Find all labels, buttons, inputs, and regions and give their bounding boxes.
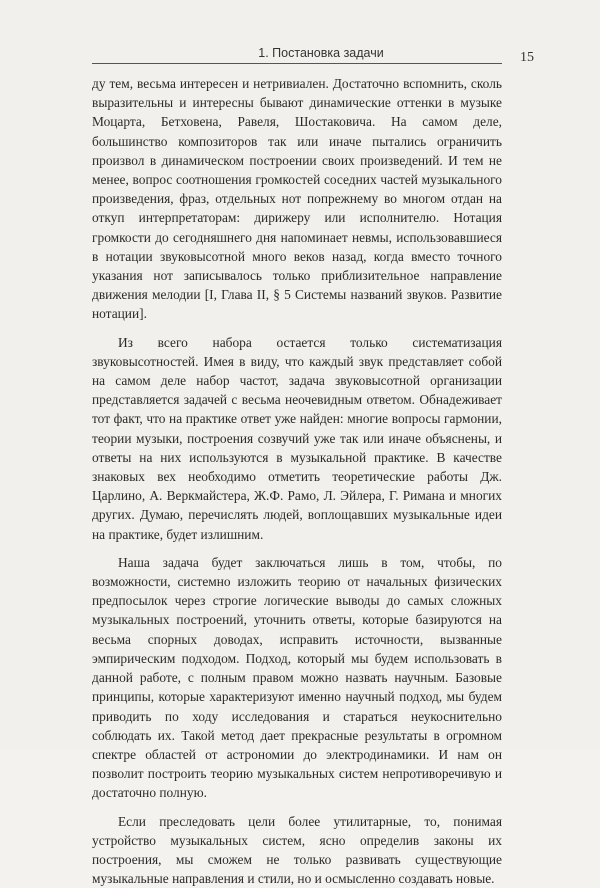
paragraph-continuation: ду тем, весьма интересен и нетривиален. Достаточно вспомнить, сколь выразительны и интересны бывают динамические оттенки в музыке Моцарта, Бетховена, Равеля, Шостаковича. На самом деле, большинство композиторов так или иначе пытались ограничить произвол в динамическом построении своих произведений. И тем не менее, вопрос соотношения громкостей соседних частей музыкального произведения, фраз, отдельных нот попрежнему во многом отдан на откуп интерпретаторам: дирижеру или исполнителю. Нотация громкости до сегодняшнего дня напоминает невмы, использовавшиеся в нотации звуковысотной много веков назад, когда вместо точного указания нот записывалось только приблизительное направление движения мелодии [I, Глава II, § 5 Системы названий звуков. Развитие нотации]. xyxy=(92,76,502,322)
paragraph: Если преследовать цели более утилитарные, то, понимая устройство музыкальных систем, ясно определив законы их построения, мы сможем не только развивать существующие музыкальные направления и стили, но и осмысленно создавать новые. xyxy=(92,813,502,887)
page-number: 15 xyxy=(520,50,534,65)
running-header xyxy=(92,46,502,64)
paragraph: Наша задача будет заключаться лишь в том, чтобы, по возможности, системно изложить теорию от начальных физических предпосылок через строгие логические выводы до самых сложных музыкальных построений, уточнить ответы, которые базируются на весьма спорных доводах, исправить источности, вызванные эмпирическим подходом. Подход, который мы будем использовать в данной работе, с полным правом можно назвать научным. Базовые принципы, которые характеризуют именно научный подход, мы будем приводить по ходу исследования и стараться неукоснительно соблюдать их. Такой метод дает прекрасные результаты в огромном спектре областей от астрономии до электродинамики. И нам он позволит построить теорию музыкальных систем непротиворечивую и достаточно полную. xyxy=(92,554,502,801)
body-text xyxy=(92,74,502,888)
section-title: 1. Постановка задачи xyxy=(258,46,384,60)
paragraph: Из всего набора остается только систематизация звуковысотностей. Имея в виду, что каждый звук представляет собой на самом деле набор частот, задача звуковысотной организации представляется задачей с весьма неочевидным ответом. Обнадеживает тот факт, что на практике ответ уже найден: многие вопросы гармонии, теории музыки, построения созвучий уже так или иначе объяснены, и ответы на них используются в музыкальной практике. В качестве знаковых вех необходимо отметить теоретические работы Дж. Царлино, А. Веркмайстера, Ж.Ф. Рамо, Л. Эйлера, Г. Римана и многих других. Думаю, перечислять людей, воплощавших музыкальные идеи на практике, будет излишним. xyxy=(92,334,502,542)
